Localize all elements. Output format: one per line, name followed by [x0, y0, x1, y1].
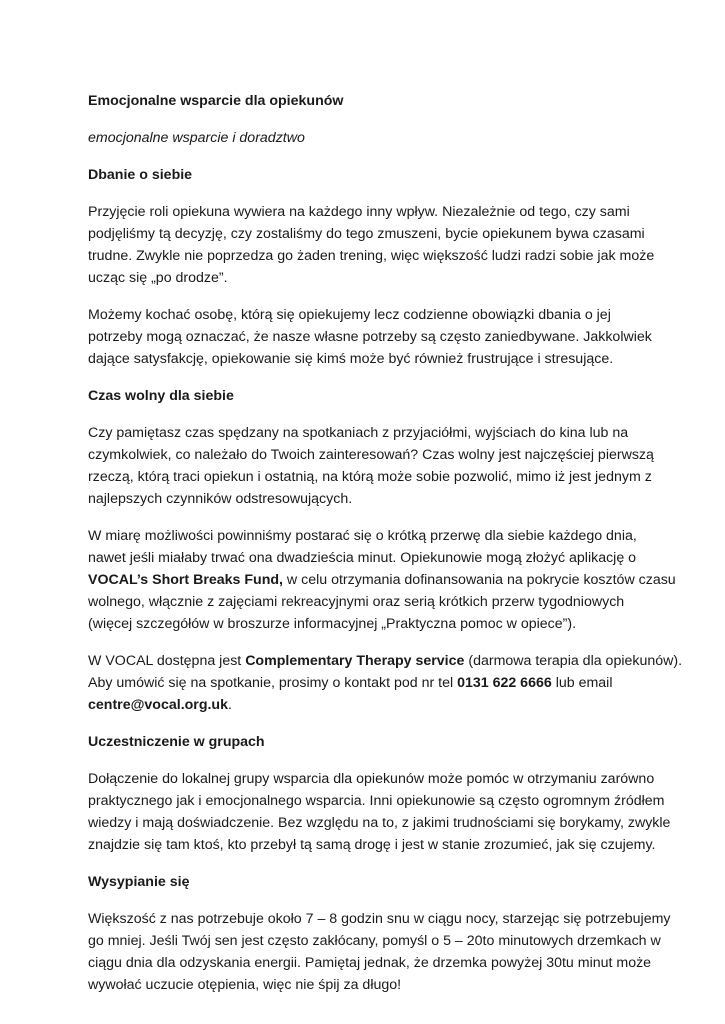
text-fragment: lub email — [551, 675, 613, 691]
paragraph-free-time-2 — [88, 525, 676, 635]
text-line: dające satysfakcję, opiekowanie się kimś może być również frustrujące i stresujące. — [88, 351, 614, 367]
text-line: Możemy kochać osobę, którą się opiekujemy lecz codzienne obowiązki dbania o jej — [88, 307, 611, 323]
text-line: W miarę możliwości powinniśmy postarać się o krótką przerwę dla siebie każdego dnia, — [88, 528, 637, 544]
text-line: nawet jeśli miałaby trwać ona dwadzieścia minut. Opiekunowie mogą złożyć aplikację o — [88, 550, 637, 566]
text-line: ucząc się „po drodze”. — [88, 270, 228, 286]
text-line: wywołać uczucie otępienia, więc nie śpij za długo! — [88, 977, 402, 993]
email-address: centre@vocal.org.uk — [88, 697, 228, 713]
text-line: Dołączenie do lokalnej grupy wsparcia dla opiekunów może pomóc w otrzymaniu zarówno — [88, 771, 655, 787]
text-line: najlepszych czynników odstresowujących. — [88, 491, 353, 507]
text-line: praktycznego jak i emocjonalnego wsparcia. Inni opiekunowie są często ogromnym źródłem — [88, 793, 665, 809]
phone-number: 0131 622 6666 — [457, 675, 552, 691]
paragraph-free-time-3 — [88, 650, 683, 716]
paragraph-self-care-1 — [88, 201, 665, 289]
text-line: go mniej. Jeśli Twój sen jest często zakłócany, pomyśl o 5 – 20to minutowych drzemkach w — [88, 933, 661, 949]
text-line: znajdzie się tam ktoś, kto przebył tą samą drogę i jest w stanie zrozumieć, jak się czujemy. — [88, 837, 656, 853]
text-line: czymkolwiek, co należało do Twoich zainteresowań? Czas wolny jest najczęściej pierwszą — [88, 447, 654, 463]
text-line — [88, 569, 676, 591]
text-fragment: Aby umówić się na spotkanie, prosimy o kontakt pod nr tel — [88, 675, 458, 691]
short-breaks-fund-name: VOCAL’s Short Breaks Fund, — [88, 572, 283, 588]
text-line — [88, 650, 683, 672]
text-line: podjęliśmy tą decyzję, czy zostaliśmy do tego zmuszeni, bycie opiekunem bywa czasami — [88, 226, 645, 242]
text-line: Czy pamiętasz czas spędzany na spotkaniach z przyjaciółmi, wyjściach do kina lub na — [88, 425, 629, 441]
text-fragment: (darmowa terapia dla opiekunów). — [464, 653, 683, 669]
text-line: trudne. Zwykle nie poprzedza go żaden trening, więc większość ludzi radzi sobie jak może — [88, 248, 655, 264]
text-line: Większość z nas potrzebuje około 7 – 8 godzin snu w ciągu nocy, starzejąc się potrzebujemy — [88, 911, 671, 927]
text-line: wiedzy i mają doświadczenie. Bez względu na to, z jakimi trudnościami się borykamy, zwykle — [88, 815, 671, 831]
text-line — [88, 694, 665, 716]
heading-groups: Uczestniczenie w grupach — [88, 734, 265, 750]
paragraph-groups-1 — [88, 768, 671, 856]
text-line: wolnego, włącznie z zajęciami rekreacyjnymi oraz serią krótkich przerw tygodniowych — [88, 594, 625, 610]
text-fragment: W VOCAL dostępna jest — [88, 653, 246, 669]
text-line — [88, 672, 665, 694]
text-line: ciągu dnia dla odzyskania energii. Pamiętaj jednak, że drzemka powyżej 30tu minut może — [88, 955, 652, 971]
paragraph-sleep-1 — [88, 908, 671, 996]
text-line: Przyjęcie roli opiekuna wywiera na każdego inny wpływ. Niezależnie od tego, czy sami — [88, 204, 630, 220]
paragraph-self-care-2 — [88, 304, 665, 370]
heading-free-time: Czas wolny dla siebie — [88, 388, 234, 404]
text-line: rzeczą, którą traci opiekun i ostatnią, na którą może sobie pozwolić, mimo iż jest jednym z — [88, 469, 652, 485]
text-fragment: . — [228, 697, 232, 713]
document-subtitle: emocjonalne wsparcie i doradztwo — [88, 130, 305, 146]
text-fragment: w celu otrzymania dofinansowania na pokrycie kosztów czasu — [282, 572, 676, 588]
therapy-service-name: Complementary Therapy service — [245, 653, 465, 669]
text-line: potrzeby mogą oznaczać, że nasze własne potrzeby są często zaniedbywane. Jakkolwiek — [88, 329, 652, 345]
heading-self-care: Dbanie o siebie — [88, 167, 193, 183]
heading-sleep: Wysypianie się — [88, 874, 190, 890]
text-line: (więcej szczegółów w broszurze informacyjnej „Praktyczna pomoc w opiece”). — [88, 616, 577, 632]
paragraph-free-time-1 — [88, 422, 665, 510]
document-title: Emocjonalne wsparcie dla opiekunów — [88, 93, 344, 109]
